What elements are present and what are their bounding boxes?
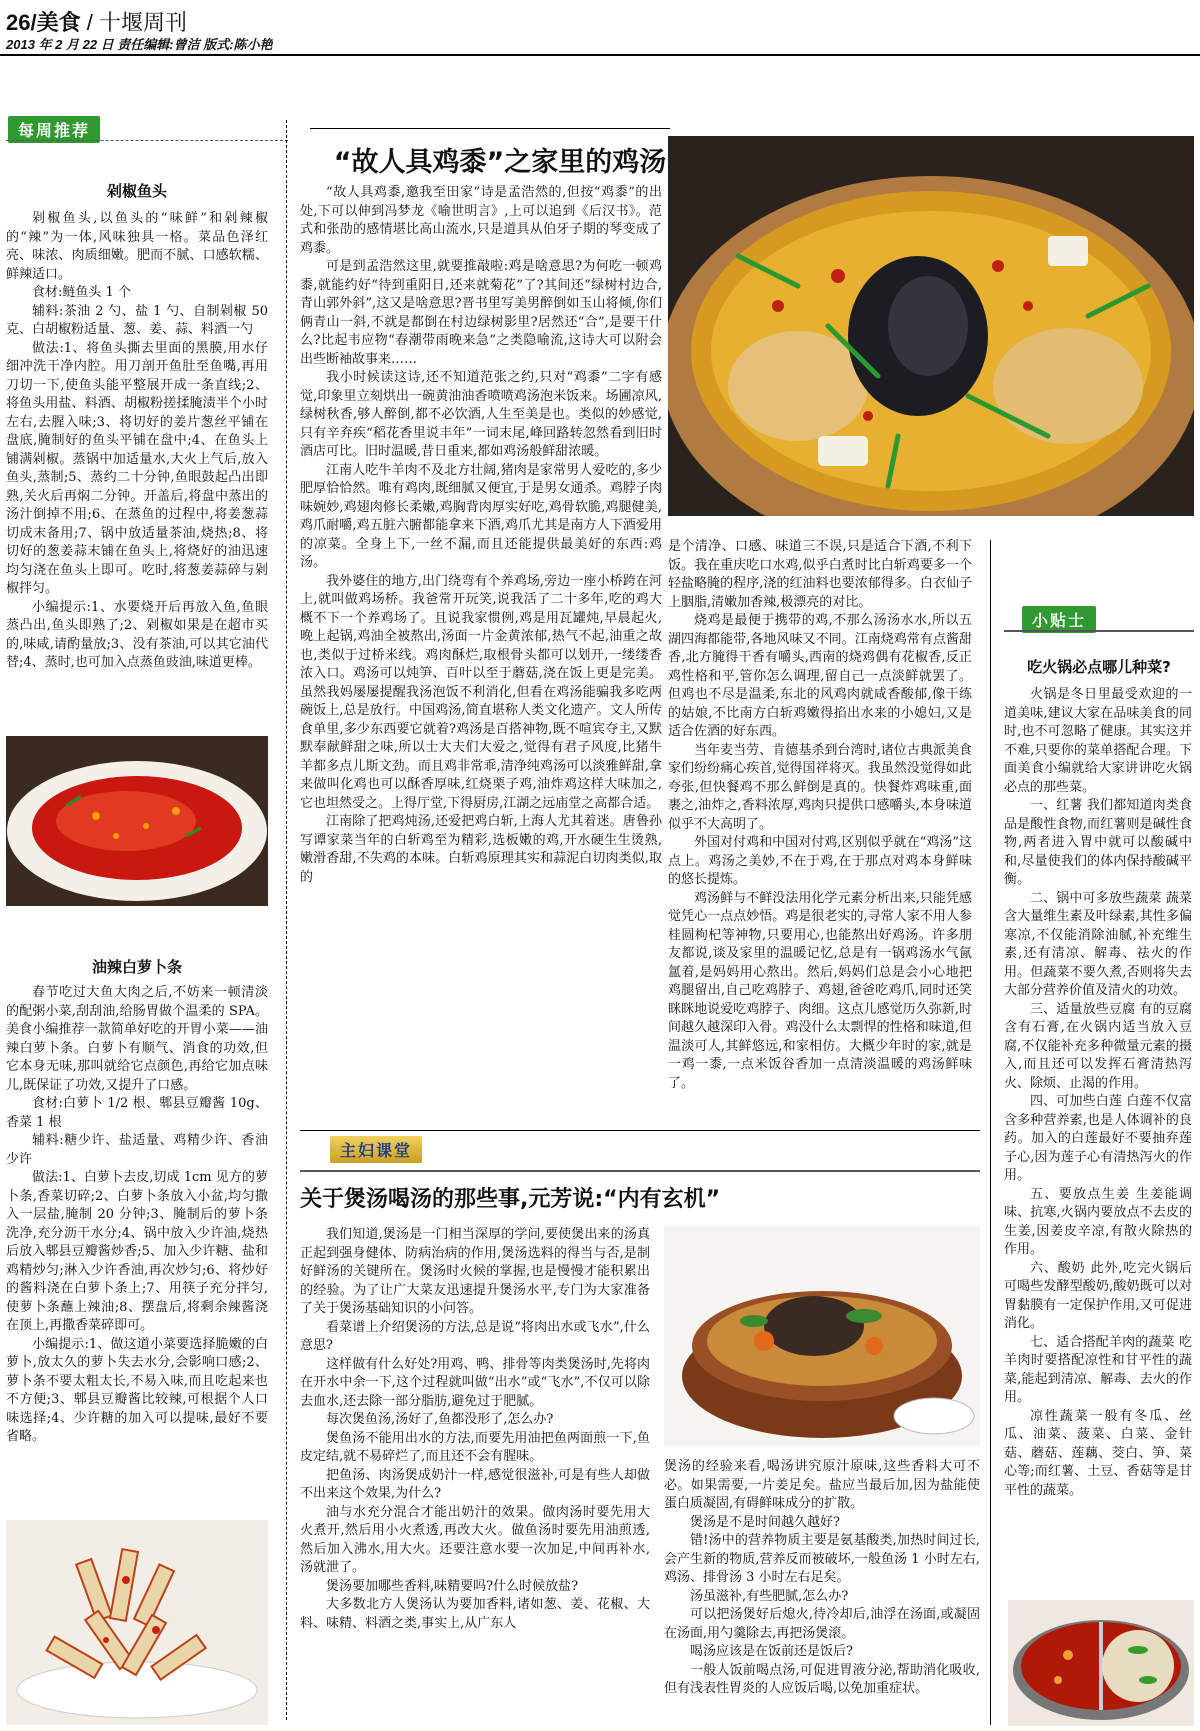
recipe2-para: 小编提示:1、做这道小菜要选择脆嫩的白萝卜,放太久的萝卜失去水分,会影响口感;2、萝卜条不要太粗太长,不易入味,而且吃起来也不方便;3、郫县豆瓣酱比较辣,可根据个人口味选择;4、少许糖的加入可以提味,最好不要省略。: [6, 1336, 268, 1444]
date-line: 2013 年 2 月 22 日 责任编辑:曾洁 版式:陈小艳: [6, 37, 273, 52]
recipe1-body: [6, 210, 268, 673]
article-para: 江南人吃牛羊肉不及北方壮阔,猪肉是家常男人爱吃的,多少肥厚恰恰然。唯有鸡肉,既细腻又便宜,于是男女通杀。鸡脖子肉味婉妙,鸡翅肉修长柔嫩,鸡胸背肉厚实好吃,鸡骨软脆,鸡腿健美,鸡爪耐嚼,鸡五脏六腑都能拿来下酒,鸡爪尤其是南方人下酒爱用的凉菜。全身上下,一丝不漏,而且还能提供最美好的东西:鸡汤。: [300, 462, 662, 570]
recipe1-para: 食材:鲢鱼头 1 个: [32, 285, 131, 300]
badge-rule: [6, 140, 288, 142]
soup-para: 错!汤中的营养物质主要是氨基酸类,加热时间过长,会产生新的物质,营养反而被破坏,一般鱼汤 1 小时左右,鸡汤、排骨汤 3 小时左右足矣。: [664, 1533, 980, 1585]
soup-para: 油与水充分混合才能出奶汁的效果。做肉汤时要先用大火煮开,然后用小火煮透,再改大火。做鱼汤时要先用油煎透,然后加入沸水,用大火。还要注意水要一次加足,中间再补水,汤就泄了。: [300, 1504, 650, 1575]
article-top-rule: [310, 128, 670, 129]
soup-para: 一般人饭前喝点汤,可促进胃液分泌,帮助消化吸收,但有浅表性胃炎的人应饭后喝,以免加重症状。: [664, 1662, 980, 1696]
recipe1-para: 剁椒鱼头,以鱼头的“味鲜”和剁辣椒的“辣”为一体,风味独具一格。菜品色泽红亮、味浓、肉质细嫩。肥而不腻、口感软糯、鲜辣适口。: [6, 211, 268, 282]
page-number: 26/: [6, 10, 37, 35]
paper-name: 十堰周刊: [98, 10, 187, 35]
tips-para: 六、酸奶 此外,吃完火锅后可喝些发酵型酸奶,酸奶既可以对胃黏膜有一定保护作用,又可促进消化。: [1004, 1260, 1192, 1331]
tips-para: 七、适合搭配羊肉的蔬菜 吃羊肉时要搭配凉性和甘平性的蔬菜,能起到清凉、解毒、去火的作用。: [1004, 1334, 1192, 1405]
tips-rule: [1004, 630, 1194, 632]
housewife-class-badge: 主妇课堂: [330, 1136, 422, 1163]
left-divider: [286, 120, 287, 1720]
tips-badge: 小贴士: [1022, 606, 1096, 633]
soup-para: 把鱼汤、肉汤煲成奶汁一样,感觉很滋补,可是有些人却做不出来这个效果,为什么?: [300, 1467, 650, 1501]
soup-para: 煲鱼汤不能用出水的方法,而要先用油把鱼两面煎一下,鱼皮定结,就不易碎烂了,而且还不会有腥味。: [300, 1430, 650, 1464]
tips-para: 一、红薯 我们都知道肉类食品是酸性食物,而红薯则是碱性食物,两者进入胃中就可以酸碱中和,尽量使我们的体内保持酸碱平衡。: [1004, 798, 1192, 887]
soup-para: 这样做有什么好处?用鸡、鸭、排骨等肉类煲汤时,先将肉在开水中余一下,这个过程就叫做“出水”或“飞水”,不仅可以除去血水,还去除一部分脂肪,避免过于肥腻。: [300, 1356, 650, 1409]
soup-para: 煲汤要加哪些香料,味精要吗?什么时候放盐?: [326, 1578, 579, 1594]
article-para: 江南除了把鸡炖汤,还爱把鸡白斩,上海人尤其着迷。唐鲁孙写谭家菜当年的白斩鸡至为精彩,选板嫩的鸡,开水硬生生烫熟,嫩滑香甜,不失鸡的本味。白斩鸡原理其实和蒜泥白切肉类似,取的: [300, 814, 662, 885]
article-para: “故人具鸡黍,邀我至田家”诗是孟浩然的,但按“鸡黍”的出处,下可以伸到冯梦龙《喻世明言》,上可以追到《后汉书》。范式和张劭的感情堪比高山流水,只是道具从伯牙子期的琴变成了鸡黍。: [300, 185, 662, 256]
recipe1-para: 做法:1、将鱼头撕去里面的黑膜,用水仔细冲洗干净内腔。用刀剖开鱼肚至鱼嘴,再用刀切一下,使鱼头能平整展开成一条直线;2、将鱼头用盐、料酒、胡椒粉搓揉腌渍半个小时左右,去腥入味;3、将切好的姜片葱丝平铺在盘底,腌制好的鱼头平铺在盘中;4、在鱼头上铺满剁椒。蒸锅中加适量水,大火上气后,放入鱼头,蒸制;5、蒸约二十分钟,鱼眼鼓起凸出即熟,关火后再焖二分钟。开盖后,将盘中蒸出的汤汁倒掉不用;6、在蒸鱼的过程中,将姜葱蒜切成末备用;7、锅中放适量茶油,烧热;8、将切好的葱姜蒜末铺在鱼头上,将烧好的油迅速均匀浇在鱼头上即可。吃时,将葱姜蒜碎与剁椒拌匀。: [6, 340, 268, 596]
header-rule: [0, 54, 1200, 56]
soup-title: 关于煲汤喝汤的那些事,元芳说:“内有玄机”: [300, 1187, 721, 1212]
tips-para: 凉性蔬菜一般有冬瓜、丝瓜、油菜、菠菜、白菜、金针菇、蘑菇、莲藕、茭白、笋、菜心等;而红薯、土豆、香菇等是甘平性的蔬菜。: [1004, 1408, 1192, 1498]
recipe2-title: 油辣白萝卜条: [91, 958, 182, 976]
recipe2-body: [6, 984, 268, 1447]
tips-para: 四、可加些白莲 白莲不仅富含多种营养素,也是人体调补的良药。加入的白莲最好不要抽弃莲子心,因为莲子心有清热泻火的作用。: [1004, 1094, 1192, 1183]
soup-top-rule: [300, 1130, 980, 1131]
soup-para: 我们知道,煲汤是一门相当深厚的学问,要使煲出来的汤真正起到强身健体、防病治病的作用,煲汤选料的得当与否,是制好鲜汤的关键所在。煲汤时火候的掌握,也是慢慢才能积累出的经验。为了让广大菜友迅速提升煲汤水平,专门为大家准备了关于煲汤基础知识的小问答。: [300, 1227, 650, 1316]
article-para: 是个清净、口感、味道三不误,只是适合下酒,不利下饭。我在重庆吃口水鸡,似乎白煮时比白斩鸡要多一个轻盐略腌的程序,浇的红油料也要浓郁得多。白衣仙子上胭脂,清嫩加香辣,极漂亮的对比。: [668, 539, 972, 610]
soup-para: 煲汤是不是时间越久越好?: [690, 1514, 840, 1530]
article-col1: [300, 184, 662, 887]
soup-para: 喝汤应该是在饭前还是饭后?: [690, 1644, 853, 1659]
article-title: “故人具鸡黍”之家里的鸡汤: [333, 147, 667, 178]
soup-badge-rule: [300, 1170, 980, 1172]
article-para: 我外婆住的地方,出门绕弯有个养鸡场,旁边一座小桥跨在河上,就叫做鸡场桥。我爸常开玩笑,说我活了二十多年,吃的鸡大概不下一个养鸡场了。且说我家惯例,鸡是用瓦罐炖,早晨起火,晚上起锅,鸡油全被熬出,汤面一片金黄浓郁,热气不起,油重之故也,类似于过桥米线。鸡肉酥烂,取根骨头都可以划开,一缕缕香浓入口。鸡汤可以炖笋、百叶以至于蘑菇,浇在饭上更是完美。虽然我妈屡屡提醒我汤泡饭不利消化,但看在鸡汤能骗我多吃两碗饭上,总是放行。中国鸡汤,简直堪称人类文化遗产。文人所传食单里,多少东西要它就着?鸡汤是百搭神物,既不喧宾夺主,又默默奉献鲜甜之味,所以士大夫们大爱之,觉得有君子风度,比猪牛羊都多点儿斯文劲。而且鸡非常乖,清净纯鸡汤可以淡雅鲜甜,拿来做叫化鸡也可以酥香厚味,红烧栗子鸡,油炸鸡这样大味加之,它也坦然受之。上得厅堂,下得厨房,江湖之远庙堂之高都合适。: [300, 573, 662, 811]
fish-head-dish-photo: [6, 736, 268, 906]
soup-para: 每次煲鱼汤,汤好了,鱼都没形了,怎么办?: [326, 1412, 554, 1427]
soup-para: 大多数北方人煲汤认为要加香料,诸如葱、姜、花椒、大料、味精、料酒之类,事实上,从广东人: [300, 1597, 650, 1631]
tips-para: 五、要放点生姜 生姜能调味、抗寒,火锅内要放点不去皮的生姜,因姜皮辛凉,有散火除热的作用。: [1004, 1186, 1192, 1257]
tips-para: 火锅是冬日里最受欢迎的一道美味,建议大家在品味美食的同时,也不可忽略了健康。其实这并不难,只要你的菜单搭配合理。下面美食小编就给大家讲讲吃火锅必点的那些菜。: [1004, 687, 1192, 795]
article-para: 外国对付鸡和中国对付鸡,区别似乎就在“鸡汤”这点上。鸡汤之美妙,不在于鸡,在于那点对鸡本身鲜味的悠长提炼。: [668, 835, 972, 887]
tips-title: 吃火锅必点哪儿种菜?: [1027, 658, 1171, 676]
article-para: 当年麦当劳、肯德基杀到台湾时,诸位古典派美食家们纷纷痛心疾首,觉得国祥将灭。我虽然没觉得如此夸张,但快餐鸡不那么鲜倒是真的。快餐炸鸡味重,面裹之,油炸之,香料浓厚,鸡肉只提供口感嚼头,本身味道似乎不大高明了。: [668, 742, 972, 832]
weekly-recommend-badge: 每周推荐: [8, 116, 100, 143]
recipe2-para: 春节吃过大鱼大肉之后,不妨来一顿清淡的配粥小菜,刮刮油,给肠胃做个温柔的 SPA。美食小编推荐一款简单好吃的开胃小菜——油辣白萝卜条。白萝卜有顺气、消食的功效,但它本身无味,那叫就给它点颜色,再给它加点味儿,既保证了功效,又提升了口感。: [6, 985, 268, 1093]
soup-col1: [300, 1226, 650, 1633]
tips-para: 二、锅中可多放些蔬菜 蔬菜含大量维生素及叶绿素,其性多偏寒凉,不仅能消除油腻,补充维生素,还有清凉、解毒、祛火的作用。但蔬菜不要久煮,否则将失去大部分营养价值及清火的功效。: [1004, 890, 1192, 998]
recipe1-para: 小编提示:1、水要烧开后再放入鱼,鱼眼蒸凸出,鱼头即熟了;2、剁椒如果是在超市买的,味咸,请酌量放;3、没有茶油,可以其它油代替;4、蒸时,也可加入点蒸鱼豉油,味道更棒。: [6, 599, 268, 670]
recipe2-para: 做法:1、白萝卜去皮,切成 1cm 见方的萝卜条,香菜切碎;2、白萝卜条放入小盆,均匀撒入一层盐,腌制 20 分钟;3、腌制后的萝卜条洗净,充分沥干水分;4、锅中放入少许油,烧热后放入郫县豆瓣酱炒香;5、加入少许糖、盐和鸡精炒匀;淋入少许香油,再次炒匀;6、将炒好的酱料浇在白萝卜条上;7、用筷子充分拌匀,使萝卜条蘸上辣油;8、摆盘后,将剩余辣酱浇在顶上,再撒香菜碎即可。: [6, 1170, 268, 1333]
tips-body: [1004, 686, 1192, 1500]
recipe1-para: 辅料:茶油 2 勺、盐 1 勺、自制剁椒 50 克、白胡椒粉适量、葱、姜、蒜、料酒一勺: [6, 303, 268, 337]
page-header: [6, 6, 187, 37]
article-para: 我小时候读这诗,还不知道范张之约,只对“鸡黍”二字有感觉,印象里立刻烘出一碗黄油油香喷喷鸡汤泡米饭来。场圃凉风,绿树秋香,够人醉倒,都不必饮酒,人生至美是也。类似的妙感觉,只有辛弃疾“稻花香里说丰年”一词末尾,峰回路转忽然看到旧时酒店可比。旧时温暖,昔日重来,都如鸡汤般鲜甜浓暖。: [300, 370, 662, 459]
soup-para: 煲汤的经验来看,喝汤讲究原汁原味,这些香料大可不必。如果需要,一片姜足矣。盐应当最后加,因为盐能使蛋白质凝固,有碍鲜味成分的扩散。: [664, 1459, 980, 1511]
header-separator: /: [86, 10, 93, 35]
recipe1-title: 剁椒鱼头: [106, 182, 167, 200]
article-col2: [668, 538, 972, 1093]
recipe2-para: 辅料:糖少许、盐适量、鸡精少许、香油少许: [6, 1133, 268, 1167]
soup-para: 汤虽滋补,有些肥腻,怎么办?: [690, 1588, 849, 1604]
tips-para: 三、适量放些豆腐 有的豆腐含有石膏,在火锅内适当放入豆腐,不仅能补充多种微量元素的摄入,而且还可以发挥石膏清热泻火、除烦、止渴的作用。: [1004, 1001, 1192, 1091]
article-para: 烧鸡是最便于携带的鸡,不那么汤汤水水,所以五湖四海都能带,各地风味又不同。江南烧鸡常有点酱甜香,北方腌得干香有嚼头,西南的烧鸡偶有花椒香,反正鸡性格和平,管你怎么调理,留自己一点淡鲜就罢了。但鸡也不尽是温柔,东北的风鸡肉就咸香酸郁,像干练的姑娘,不比南方白斩鸡嫩得掐出水来的小媳妇,又是适合佐酒的好东西。: [668, 613, 972, 739]
soup-para: 看菜谱上介绍煲汤的方法,总是说“将肉出水或飞水”,什么意思?: [300, 1319, 650, 1353]
soup-pot-photo: [664, 1226, 980, 1446]
soup-col2: [664, 1458, 980, 1699]
radish-dish-photo: [6, 1520, 268, 1725]
article-para: 可是到孟浩然这里,就要推敲啦:鸡是啥意思?为何吃一顿鸡黍,就能约好“待到重阳日,还来就菊花”了?其间还“绿树村边合,青山郭外斜”,这又是啥意思?晋书里写美男醉倒如玉山将倾,你们俩青山一斜,不就是都倒在村边绿树影里?居然还“合”,是要干什么?比起韦应物“春潮带雨晚来急”之类隐喻流,这诗大可以附会出些断袖故事来……: [300, 259, 662, 367]
soup-para: 可以把汤煲好后熄火,待冷却后,油浮在汤面,或凝固在汤面,用勺羹除去,再把汤煲滚。: [664, 1607, 980, 1641]
section-name: 美食: [36, 10, 81, 35]
tips-divider: [990, 540, 991, 1725]
recipe2-para: 食材:白萝卜 1/2 根、郫县豆瓣酱 10g、香菜 1 根: [6, 1096, 268, 1130]
article-para: 鸡汤鲜与不鲜没法用化学元素分析出来,只能凭感觉凭心一点点妙悟。鸡是很老实的,寻常人家不用人参桂圆枸杞等神物,只要用心,也能熬出好鸡汤。许多朋友都说,谈及家里的温暖记忆,总是有一锅鸡汤水气氤氲着,是妈妈用心熬出。然后,妈妈们总是会小心地把鸡腿留出,自己吃鸡脖子、鸡翅,爸爸吃鸡爪,同时还笑眯眯地说爱吃鸡脖子、肉细。这点儿感觉历久弥新,时间越久越深印入骨。鸡没什么太剽悍的性格和味道,但温淡可人,其鲜悠远,和家相仿。大概少年时的家,就是一鸡一黍,一点米饭谷香加一点清淡温暖的鸡汤鲜味了。: [668, 890, 972, 1091]
chicken-soup-photo: [668, 136, 1194, 516]
hotpot-photo: [1008, 1600, 1194, 1726]
